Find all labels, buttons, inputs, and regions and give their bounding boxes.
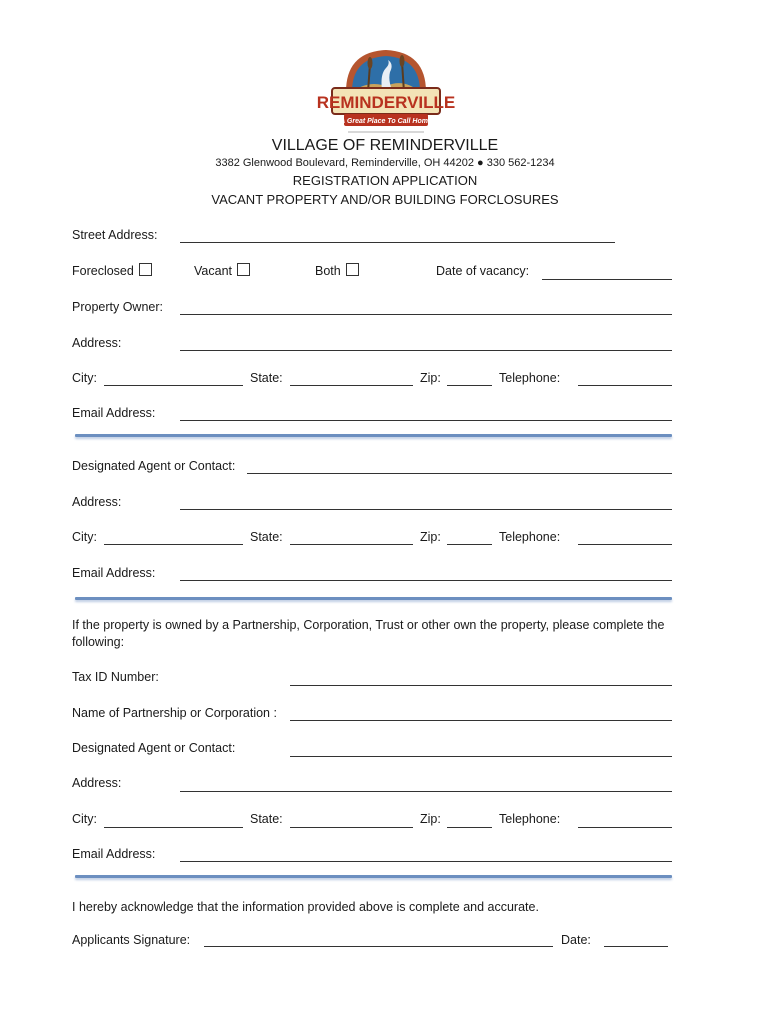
corp-agent-field[interactable] (290, 756, 672, 757)
foreclosed-checkbox[interactable] (139, 263, 152, 276)
agent-email-label: Email Address: (72, 566, 156, 580)
section-divider (75, 597, 672, 600)
corp-state-label: State: (250, 812, 283, 826)
owner-state-label: State: (250, 371, 283, 385)
property-owner-field[interactable] (180, 314, 672, 315)
both-checkbox[interactable] (346, 263, 359, 276)
agent-state-label: State: (250, 530, 283, 544)
corp-zip-field[interactable] (447, 827, 492, 828)
partnership-intro: If the property is owned by a Partnership, Corporation, Trust or other own the property, please complete the following: (72, 618, 665, 649)
section-divider (75, 434, 672, 437)
signature-date-field[interactable] (604, 946, 668, 947)
agent-email-field[interactable] (180, 580, 672, 581)
signature-date-label: Date: (561, 933, 591, 947)
agent-address-label: Address: (72, 495, 122, 509)
agent-city-field[interactable] (104, 544, 243, 545)
owner-address-label: Address: (72, 336, 122, 350)
owner-email-label: Email Address: (72, 406, 156, 420)
foreclosed-option[interactable] (72, 263, 152, 278)
date-of-vacancy-label: Date of vacancy: (436, 264, 530, 278)
partnership-name-field[interactable] (290, 720, 672, 721)
corp-address-label: Address: (72, 776, 122, 790)
tax-id-label: Tax ID Number: (72, 670, 159, 684)
section-divider (75, 875, 672, 878)
agent-city-label: City: (72, 530, 97, 544)
address-line: 3382 Glenwood Boulevard, Reminderville, OH 44202 ● 330 562-1234 (215, 157, 555, 169)
corp-telephone-label: Telephone: (499, 812, 561, 826)
owner-city-field[interactable] (104, 385, 243, 386)
signature-field[interactable] (204, 946, 553, 947)
partnership-name-label: Name of Partnership or Corporation : (72, 706, 277, 720)
street-address-field[interactable] (180, 242, 615, 243)
owner-email-field[interactable] (180, 420, 672, 421)
tax-id-field[interactable] (290, 685, 672, 686)
owner-city-label: City: (72, 371, 97, 385)
logo-text: REMINDERVILLE (316, 93, 456, 112)
owner-zip-label: Zip: (420, 371, 441, 385)
owner-telephone-field[interactable] (578, 385, 672, 386)
corp-address-field[interactable] (180, 791, 672, 792)
agent-telephone-field[interactable] (578, 544, 672, 545)
agent-label: Designated Agent or Contact: (72, 459, 236, 473)
corp-zip-label: Zip: (420, 812, 441, 826)
agent-state-field[interactable] (290, 544, 413, 545)
owner-state-field[interactable] (290, 385, 413, 386)
vacant-label: Vacant (194, 264, 232, 278)
acknowledgement-text: I hereby acknowledge that the information provided above is complete and accurate. (72, 900, 539, 914)
date-of-vacancy-field[interactable] (542, 279, 672, 280)
corp-telephone-field[interactable] (578, 827, 672, 828)
owner-telephone-label: Telephone: (499, 371, 561, 385)
property-owner-label: Property Owner: (72, 300, 164, 314)
agent-zip-field[interactable] (447, 544, 492, 545)
agent-zip-label: Zip: (420, 530, 441, 544)
vacant-checkbox[interactable] (237, 263, 250, 276)
subtitle-vacant-property: VACANT PROPERTY AND/OR BUILDING FORCLOSURES (211, 192, 559, 207)
owner-address-field[interactable] (180, 350, 672, 351)
both-option[interactable] (315, 263, 359, 278)
logo-tagline: A Great Place To Call Home (340, 118, 432, 125)
corp-state-field[interactable] (290, 827, 413, 828)
corp-agent-label: Designated Agent or Contact: (72, 741, 236, 755)
corp-email-label: Email Address: (72, 847, 156, 861)
page-title: VILLAGE OF REMINDERVILLE (271, 137, 499, 154)
agent-telephone-label: Telephone: (499, 530, 561, 544)
agent-address-field[interactable] (180, 509, 672, 510)
subtitle-registration: REGISTRATION APPLICATION (292, 173, 478, 188)
vacant-option[interactable] (194, 263, 250, 278)
owner-zip-field[interactable] (447, 385, 492, 386)
agent-field[interactable] (247, 473, 672, 474)
foreclosed-label: Foreclosed (72, 264, 134, 278)
signature-label: Applicants Signature: (72, 933, 191, 947)
reminderville-logo (316, 44, 456, 134)
corp-city-field[interactable] (104, 827, 243, 828)
corp-email-field[interactable] (180, 861, 672, 862)
street-address-label: Street Address: (72, 228, 158, 242)
both-label: Both (315, 264, 341, 278)
corp-city-label: City: (72, 812, 97, 826)
